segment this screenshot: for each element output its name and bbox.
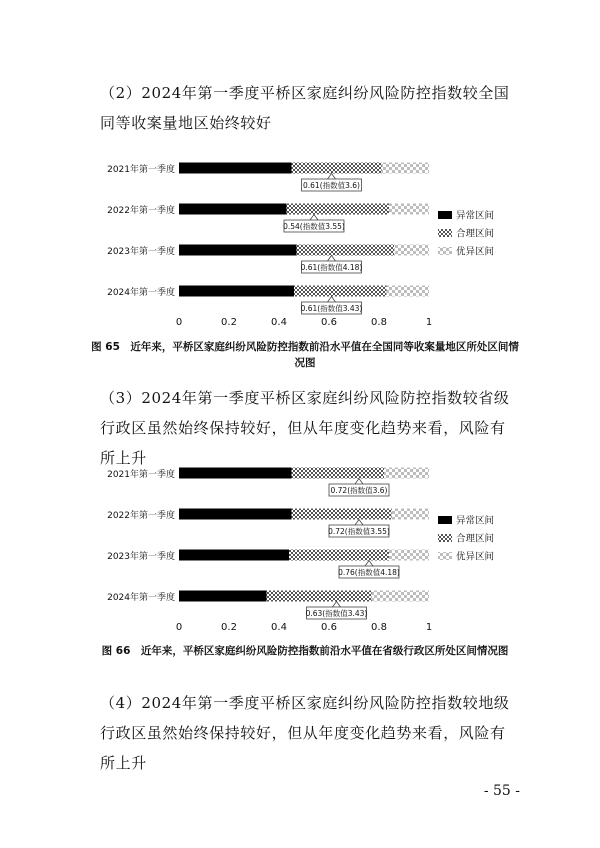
bar-segment-excellent (384, 468, 429, 479)
category-label: 2022年第一季度 (107, 206, 175, 216)
legend-label: 异常区间 (456, 515, 495, 527)
paragraph-4: （4）2024年第一季度平桥区家庭纠纷风险防控指数较地级行政区虽然始终保持较好，但从年度变化趋势来看，风险有所上升 (100, 694, 510, 772)
bar-segment-reasonable (267, 591, 372, 602)
callout-label: 0.76(指数值4.18) (338, 568, 400, 577)
bar-segment-excellent (392, 509, 430, 520)
callout-pointer (355, 479, 363, 485)
paragraph-3: （3）2024年第一季度平桥区家庭纠纷风险防控指数较省级行政区虽然始终保持较好，但从年度变化趋势来看，风险有所上升 (100, 389, 510, 467)
bar-segment-excellent (394, 245, 429, 256)
legend-swatch (438, 534, 452, 542)
legend-label: 优异区间 (456, 551, 495, 563)
paragraph-2: （2）2024年第一季度平桥区家庭纠纷风险防控指数较全国同等收案量地区始终较好 (100, 84, 510, 132)
bar-segment-reasonable (292, 509, 392, 520)
x-tick-label: 1 (425, 622, 433, 633)
bar-segment-abnormal (179, 245, 297, 256)
category-label: 2021年第一季度 (107, 165, 175, 175)
bar-segment-reasonable (294, 286, 387, 297)
caption-figure-66: 图 66 近年来，平桥区家庭纠纷风险防控指数前沿水平值在省级行政区所处区间情况图 (101, 645, 509, 657)
category-label: 2024年第一季度 (107, 593, 175, 603)
chart-figure-66 (95, 460, 525, 644)
category-label: 2022年第一季度 (107, 511, 175, 521)
callout-label: 0.61(指数值3.6) (303, 181, 360, 190)
callout-label: 0.54(指数值3.55) (283, 222, 345, 231)
category-label: 2023年第一季度 (107, 552, 175, 562)
legend-label: 异常区间 (456, 210, 495, 222)
bar-segment-abnormal (179, 163, 292, 174)
legend-label: 合理区间 (456, 533, 495, 545)
callout-pointer (365, 561, 373, 567)
chart-66-svg (95, 460, 525, 640)
x-tick-label: 0.8 (371, 622, 387, 633)
category-label: 2024年第一季度 (107, 288, 175, 298)
chart-65-svg (95, 155, 525, 335)
legend-swatch (438, 229, 452, 237)
bar-segment-abnormal (179, 204, 287, 215)
callout-pointer (328, 256, 336, 262)
callout-label: 0.72(指数值3.6) (330, 486, 388, 495)
callout-label: 0.63(指数值3.43) (305, 609, 368, 618)
bar-segment-excellent (389, 204, 429, 215)
bar-segment-reasonable (292, 163, 382, 174)
x-tick-label: 0.2 (221, 317, 237, 328)
legend-swatch (438, 552, 452, 560)
callout-label: 0.72(指数值3.55) (328, 527, 390, 536)
chart-figure-65 (95, 155, 525, 339)
x-tick-label: 0.4 (271, 622, 287, 633)
legend-swatch (438, 247, 452, 255)
callout-pointer (333, 602, 341, 608)
callout-pointer (328, 174, 336, 180)
bar-segment-abnormal (179, 509, 292, 520)
bar-segment-reasonable (287, 204, 390, 215)
x-tick-label: 0.8 (371, 317, 387, 328)
bar-segment-excellent (387, 286, 430, 297)
bar-segment-abnormal (179, 286, 294, 297)
category-label: 2021年第一季度 (107, 470, 175, 480)
bar-segment-reasonable (289, 550, 389, 561)
callout-pointer (310, 215, 318, 221)
bar-segment-excellent (372, 591, 430, 602)
x-tick-label: 0.6 (321, 317, 337, 328)
category-label: 2023年第一季度 (107, 247, 175, 257)
legend-label: 合理区间 (456, 228, 495, 240)
page-number: - 55 - (483, 783, 520, 799)
bar-segment-excellent (389, 550, 429, 561)
legend-swatch (438, 516, 452, 524)
bar-segment-reasonable (292, 468, 385, 479)
callout-label: 0.61(指数值4.18) (300, 263, 363, 272)
caption-figure-65: 图 65 近年来，平桥区家庭纠纷风险防控指数前沿水平值在全国同等收案量地区所处区间情况图 (91, 341, 519, 369)
callout-pointer (328, 297, 336, 303)
x-tick-label: 1 (425, 317, 433, 328)
bar-segment-abnormal (179, 468, 292, 479)
callout-pointer (355, 520, 363, 526)
bar-segment-abnormal (179, 591, 267, 602)
callout-label: 0.61(指数值3.43) (300, 304, 363, 313)
x-tick-label: 0 (175, 317, 183, 328)
legend-swatch (438, 211, 452, 219)
x-tick-label: 0.4 (271, 317, 287, 328)
x-tick-label: 0.2 (221, 622, 237, 633)
bar-segment-reasonable (297, 245, 395, 256)
legend-label: 优异区间 (456, 246, 495, 258)
bar-segment-abnormal (179, 550, 289, 561)
bar-segment-excellent (382, 163, 430, 174)
x-tick-label: 0 (175, 622, 183, 633)
x-tick-label: 0.6 (321, 622, 337, 633)
